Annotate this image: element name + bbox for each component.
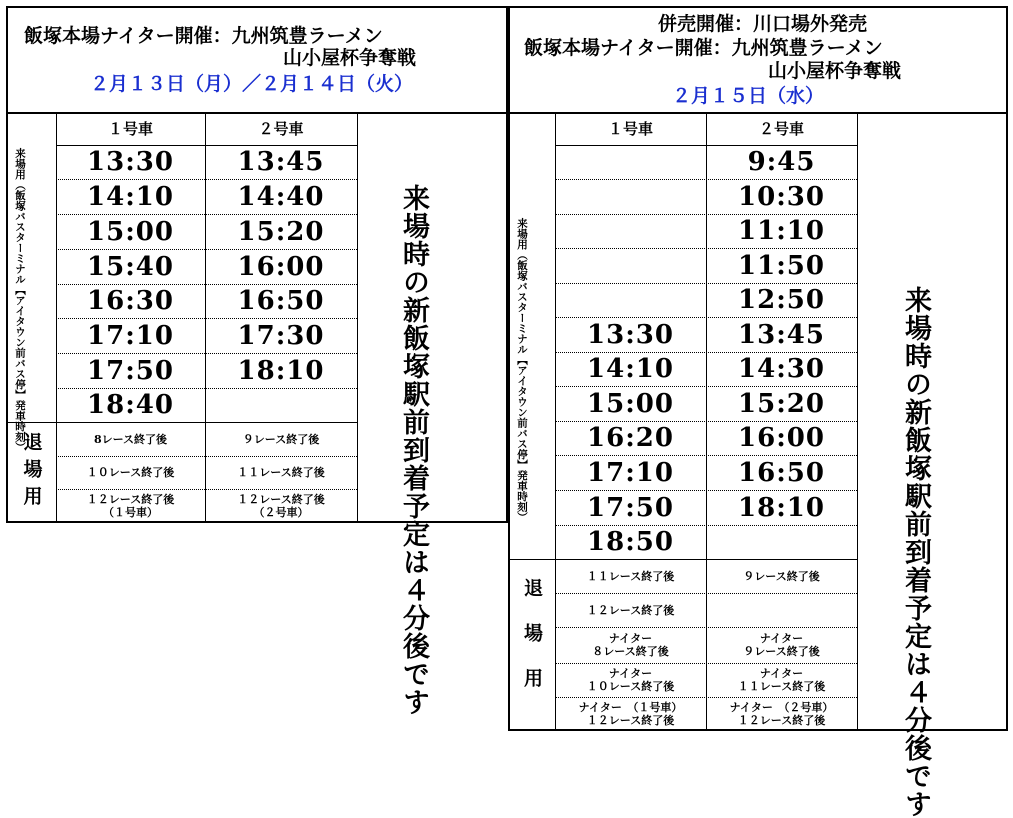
note-line: ９レース終了後 [743, 569, 820, 583]
right-exit-note [555, 697, 706, 731]
note-line: １１レース終了後 [237, 466, 325, 479]
left-exit-note [56, 456, 205, 489]
left-exit-label [8, 422, 56, 523]
left-exit-note [56, 489, 205, 523]
right-time-cell: 18:10 [738, 492, 825, 523]
right-col1-header: １号車 [607, 120, 653, 138]
note-line: ９レース終了後 [242, 432, 320, 446]
right-header-line2: 飯塚本場ナイター開催：九州筑豊ラーメン [524, 37, 883, 59]
right-exit-note [706, 559, 857, 593]
right-exit-note [555, 559, 706, 593]
note-line: ナイター （１号車） [578, 701, 683, 714]
right-time-cell: 12:50 [738, 285, 825, 315]
left-time-cell: 15:40 [87, 251, 174, 282]
right-time-cell: 10:30 [738, 181, 825, 212]
note-line: ナイター [759, 667, 804, 680]
note-line: １２レース終了後 [586, 714, 675, 727]
right-time-cell: 11:10 [738, 216, 825, 246]
left-exit-label-text: 退場用 [20, 432, 43, 513]
note-line: ナイター [608, 632, 653, 645]
note-line: １０レース終了後 [586, 680, 675, 693]
left-exit-note [205, 489, 357, 523]
right-time-cell: 13:45 [738, 319, 825, 350]
right-exit-note [555, 593, 706, 627]
right-header [510, 8, 1006, 114]
right-time-cell: 15:20 [738, 388, 825, 419]
note-line: １２レース終了後 [237, 493, 325, 506]
left-exit-note [205, 422, 357, 456]
right-time-cell: 9:45 [747, 147, 816, 177]
left-grid-line [357, 112, 358, 523]
left-time-cell: 16:00 [237, 251, 325, 282]
right-time-cell: 11:50 [738, 250, 825, 281]
left-arrival-side-label: 来場用（飯塚バスターミナル【アイタウン前バス停】発車時刻） [14, 148, 26, 453]
note-line: ナイター （２号車） [729, 701, 834, 714]
right-time-cell: 15:00 [587, 388, 674, 419]
note-line: １２レース終了後 [86, 493, 175, 506]
note-line: （１号車） [103, 506, 158, 519]
right-col2-header: ２号車 [758, 120, 804, 138]
left-exit-note [56, 422, 205, 456]
right-time-cell: 13:30 [587, 319, 674, 350]
note-line: ８レース終了後 [592, 645, 669, 658]
left-time-cell: 17:10 [87, 320, 174, 351]
left-time-cell: 18:10 [237, 355, 325, 386]
right-exit-label [510, 559, 555, 731]
note-line: 8レース終了後 [93, 432, 168, 446]
note-line: （２号車） [253, 506, 309, 519]
right-arrival-side-label: 来場用（飯塚バスターミナル【アイタウン前バス停】発車時刻） [516, 218, 528, 523]
right-grid-line [857, 112, 858, 731]
right-time-cell: 16:20 [587, 423, 674, 453]
left-time-cell: 16:50 [237, 286, 325, 316]
right-exit-note [706, 627, 857, 663]
right-time-cell: 17:50 [587, 492, 674, 523]
right-time-cell [555, 214, 706, 248]
right-time-cell: 16:00 [738, 423, 825, 453]
left-schedule-panel [6, 6, 508, 716]
right-exit-label-text: 退場用 [521, 577, 543, 713]
left-header-date: ２月１３日（月）／２月１４日（火） [90, 73, 414, 95]
note-line: １１レース終了後 [586, 569, 675, 583]
left-exit-note [205, 456, 357, 489]
left-header-line2: 山小屋杯争奪戦 [283, 47, 417, 69]
right-schedule-panel [508, 6, 1008, 818]
right-header-line3: 山小屋杯争奪戦 [768, 60, 902, 82]
right-time-cell [555, 179, 706, 214]
right-time-cell [706, 525, 857, 559]
left-col1-header: １号車 [107, 120, 153, 138]
right-header-line1: 併売開催：川口場外発売 [658, 13, 868, 35]
right-time-cell: 14:30 [738, 354, 825, 384]
right-time-cell: 17:10 [587, 457, 674, 488]
note-line: １１レース終了後 [737, 680, 826, 693]
right-exit-note [706, 663, 857, 697]
left-time-cell: 14:10 [87, 181, 174, 212]
left-time-cell: 15:20 [237, 216, 325, 247]
left-time-cell: 16:30 [87, 286, 174, 316]
left-time-cell: 17:50 [87, 355, 174, 386]
right-exit-note [706, 697, 857, 731]
right-exit-note [706, 593, 857, 627]
left-time-cell: 18:40 [87, 390, 174, 420]
right-time-cell: 16:50 [738, 457, 825, 488]
left-header-line1: 飯塚本場ナイター開催：九州筑豊ラーメン [24, 25, 383, 47]
right-time-cell [555, 248, 706, 283]
right-time-cell: 18:50 [587, 527, 674, 557]
right-arrival-note: 来場時の新飯塚駅前到着予定は４分後です [900, 286, 931, 818]
left-time-cell [205, 388, 357, 422]
left-header [8, 8, 506, 114]
note-line: ナイター [759, 632, 804, 645]
right-exit-note [555, 663, 706, 697]
note-line: １２レース終了後 [586, 603, 675, 617]
right-time-cell [555, 145, 706, 179]
left-time-cell: 15:00 [87, 216, 174, 247]
left-arrival-note: 来場時の新飯塚駅前到着予定は４分後です [398, 184, 429, 716]
right-exit-note [555, 627, 706, 663]
left-time-cell: 13:45 [237, 147, 325, 177]
note-line: ナイター [608, 667, 653, 680]
right-header-date: ２月１５日（水） [672, 85, 825, 107]
left-time-cell: 13:30 [87, 147, 174, 177]
right-time-cell: 14:10 [587, 354, 674, 384]
left-col2-header: ２号車 [258, 120, 304, 138]
right-time-cell [555, 283, 706, 317]
note-line: １２レース終了後 [737, 714, 826, 727]
left-time-cell: 17:30 [237, 320, 325, 351]
left-time-cell: 14:40 [237, 181, 325, 212]
note-line: １０レース終了後 [86, 466, 175, 479]
note-line: ９レース終了後 [743, 645, 820, 658]
